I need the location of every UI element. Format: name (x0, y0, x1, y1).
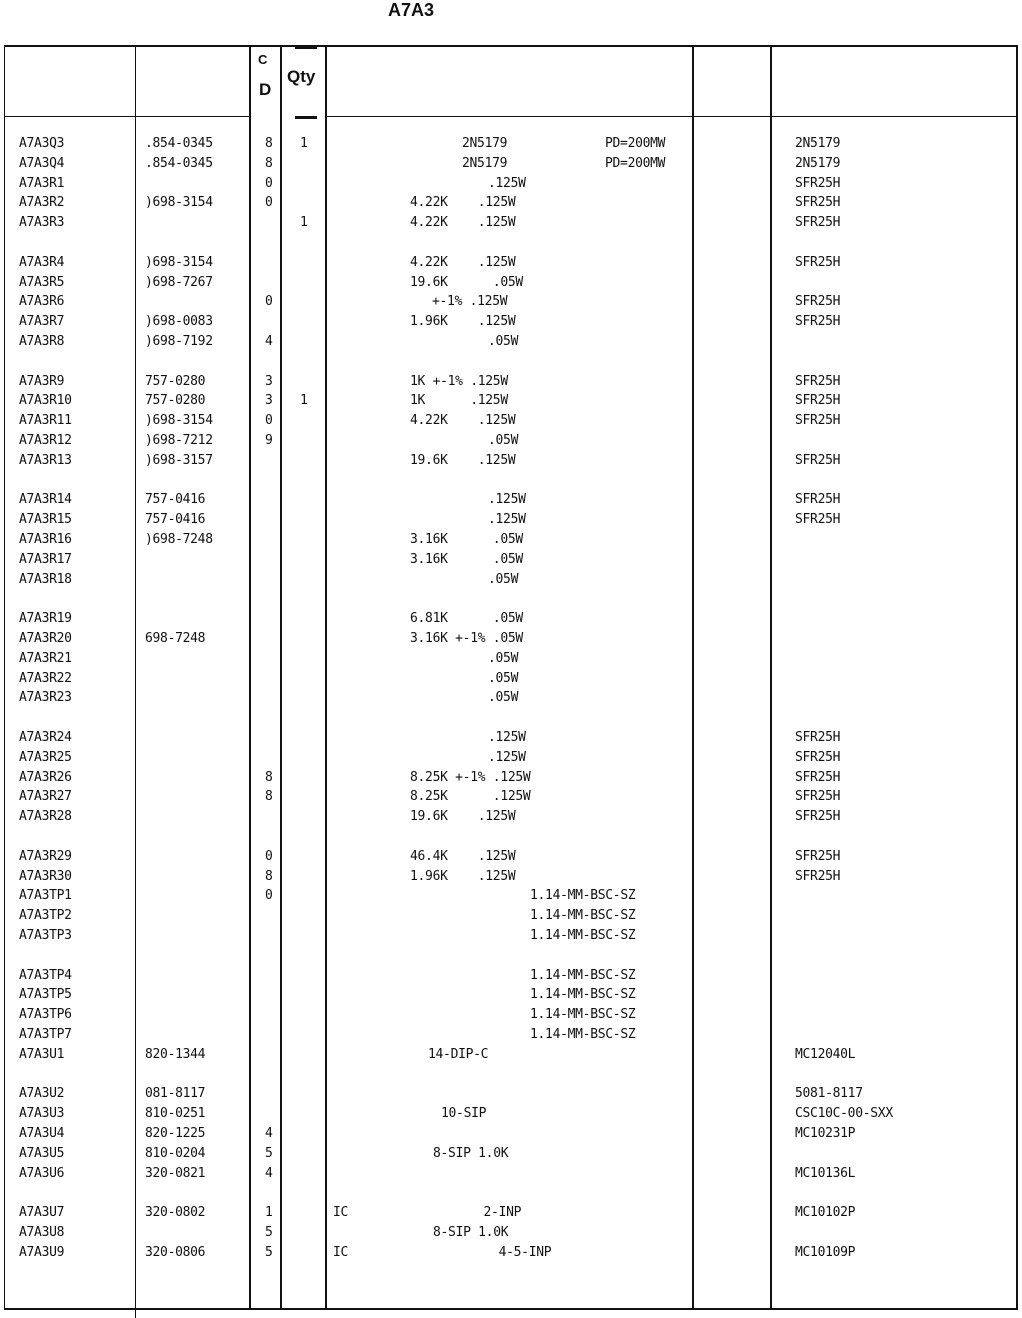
row-part: 320-0802 (145, 1205, 206, 1221)
row-cd: 8 (265, 769, 273, 785)
page-title: A7A3 (388, 0, 435, 20)
row-desc: 1.14-MM-BSC-SZ (530, 967, 636, 983)
row-mfr: SFR25H (795, 195, 841, 211)
row-ref: A7A3R24 (19, 730, 72, 745)
row-desc: 3.16K +-1% .05W (410, 631, 523, 646)
column-divider (280, 45, 282, 1310)
row-part: 810-0204 (145, 1145, 206, 1161)
row-cd: 3 (265, 393, 273, 409)
row-desc: 14-DIP-C (428, 1046, 489, 1062)
row-ref: A7A3U8 (19, 1225, 65, 1240)
row-desc: 1.14-MM-BSC-SZ (530, 908, 636, 924)
column-divider (770, 45, 772, 1310)
row-mfr: 2N5179 (795, 136, 841, 151)
row-cd: 4 (265, 334, 273, 349)
row-mfr: SFR25H (795, 314, 841, 330)
row-part: )698-7248 (145, 532, 213, 547)
row-qty: 1 (300, 215, 308, 231)
row-desc2: PD=200MW (605, 155, 666, 171)
row-desc: .05W (488, 670, 519, 686)
row-mfr: SFR25H (795, 789, 841, 805)
row-mfr: SFR25H (795, 868, 841, 884)
row-ref: A7A3R20 (19, 631, 72, 646)
row-ref: A7A3R13 (19, 452, 72, 468)
row-cd: 5 (265, 1145, 273, 1161)
row-desc: 1.14-MM-BSC-SZ (530, 888, 636, 904)
row-cd: 8 (265, 136, 273, 151)
row-desc: 6.81K .05W (410, 611, 523, 627)
row-desc: .125W (488, 492, 526, 508)
row-ref: A7A3U6 (19, 1165, 65, 1181)
row-desc: .05W (488, 690, 519, 706)
row-ref: A7A3U9 (19, 1244, 65, 1260)
row-ref: A7A3R15 (19, 512, 72, 528)
row-desc: 19.6K .125W (410, 452, 516, 468)
row-ref: A7A3R17 (19, 551, 72, 567)
row-mfr: MC10136L (795, 1165, 856, 1181)
row-ref: A7A3R4 (19, 254, 65, 270)
row-cd: 0 (265, 294, 273, 310)
row-desc: 2N5179 (462, 136, 508, 151)
row-ref: A7A3TP3 (19, 928, 72, 943)
row-part: )698-7212 (145, 433, 213, 448)
row-ref: A7A3R7 (19, 314, 65, 330)
qty-header: Qty (287, 67, 316, 86)
column-divider (1016, 45, 1018, 1310)
row-desc: .05W (488, 571, 519, 587)
row-mfr: SFR25H (795, 749, 841, 765)
row-desc: .05W (488, 433, 519, 448)
row-mfr: 2N5179 (795, 155, 841, 171)
table-top-border (4, 45, 1018, 47)
row-desc: .125W (488, 512, 526, 528)
column-divider (249, 45, 251, 1310)
row-desc: .05W (488, 334, 519, 349)
row-desc: IC 2-INP (333, 1205, 522, 1221)
row-part: 820-1344 (145, 1046, 206, 1062)
row-desc: .125W (488, 749, 526, 765)
row-part: 698-7248 (145, 631, 206, 646)
row-desc: 19.6K .125W (410, 809, 516, 825)
row-qty: 1 (300, 393, 308, 409)
row-desc: 1.14-MM-BSC-SZ (530, 1027, 636, 1042)
row-ref: A7A3R12 (19, 433, 72, 448)
row-desc: 2N5179 (462, 155, 508, 171)
row-part: )698-7267 (145, 274, 213, 290)
row-desc: 8.25K +-1% .125W (410, 769, 531, 785)
row-desc: 1.14-MM-BSC-SZ (530, 987, 636, 1003)
row-desc: 1K +-1% .125W (410, 373, 508, 389)
row-cd: 0 (265, 175, 273, 191)
row-ref: A7A3U1 (19, 1046, 65, 1062)
row-mfr: 5081-8117 (795, 1086, 863, 1102)
row-ref: A7A3R18 (19, 571, 72, 587)
row-cd: 3 (265, 373, 273, 389)
row-ref: A7A3U5 (19, 1145, 65, 1161)
row-ref: A7A3TP7 (19, 1027, 72, 1042)
row-part: 810-0251 (145, 1106, 206, 1122)
qty-header-tick (295, 116, 317, 119)
row-ref: A7A3TP4 (19, 967, 72, 983)
row-desc: 19.6K .05W (410, 274, 523, 290)
row-part: )698-3154 (145, 413, 213, 429)
row-mfr: SFR25H (795, 254, 841, 270)
row-part: 320-0806 (145, 1244, 206, 1260)
row-part: .854-0345 (145, 155, 213, 171)
row-mfr: SFR25H (795, 848, 841, 864)
row-cd: 0 (265, 195, 273, 211)
row-ref: A7A3R25 (19, 749, 72, 765)
row-ref: A7A3R5 (19, 274, 65, 290)
row-mfr: SFR25H (795, 730, 841, 745)
row-part: )698-3157 (145, 452, 213, 468)
row-ref: A7A3R21 (19, 650, 72, 666)
row-part: )698-3154 (145, 254, 213, 270)
header-divider (4, 116, 250, 117)
row-ref: A7A3R1 (19, 175, 65, 191)
row-mfr: SFR25H (795, 175, 841, 191)
row-desc: 4.22K .125W (410, 215, 516, 231)
row-ref: A7A3R16 (19, 532, 72, 547)
row-mfr: SFR25H (795, 512, 841, 528)
row-ref: A7A3R28 (19, 809, 72, 825)
row-qty: 1 (300, 136, 308, 151)
row-mfr: SFR25H (795, 215, 841, 231)
row-ref: A7A3Q4 (19, 155, 65, 171)
row-desc: 1.96K .125W (410, 314, 516, 330)
row-desc: 4.22K .125W (410, 254, 516, 270)
row-desc: .05W (488, 650, 519, 666)
row-ref: A7A3U2 (19, 1086, 65, 1102)
row-part: )698-3154 (145, 195, 213, 211)
row-ref: A7A3R22 (19, 670, 72, 686)
row-ref: A7A3R14 (19, 492, 72, 508)
row-desc: 8.25K .125W (410, 789, 531, 805)
row-mfr: SFR25H (795, 393, 841, 409)
row-desc: .125W (488, 175, 526, 191)
row-ref: A7A3R23 (19, 690, 72, 706)
row-ref: A7A3R8 (19, 334, 65, 349)
row-part: )698-0083 (145, 314, 213, 330)
cd-header: D (259, 80, 272, 99)
row-desc: 10-SIP (441, 1106, 487, 1122)
row-part: 757-0280 (145, 373, 206, 389)
row-desc: .125W (488, 730, 526, 745)
row-part: 757-0280 (145, 393, 206, 409)
cd-header-top: C (258, 52, 268, 67)
row-mfr: CSC10C-00-SXX (795, 1106, 893, 1122)
row-ref: A7A3R6 (19, 294, 65, 310)
row-mfr: SFR25H (795, 294, 841, 310)
row-desc: 8-SIP 1.0K (433, 1225, 509, 1240)
row-ref: A7A3R3 (19, 215, 65, 231)
row-ref: A7A3R26 (19, 769, 72, 785)
row-ref: A7A3R27 (19, 789, 72, 805)
row-ref: A7A3R19 (19, 611, 72, 627)
column-divider (325, 45, 327, 1310)
row-part: 757-0416 (145, 492, 206, 508)
row-mfr: SFR25H (795, 769, 841, 785)
row-desc: 46.4K .125W (410, 848, 516, 864)
row-cd: 1 (265, 1205, 273, 1221)
row-desc: 8-SIP 1.0K (433, 1145, 509, 1161)
row-mfr: SFR25H (795, 452, 841, 468)
row-cd: 0 (265, 848, 273, 864)
qty-header-tick (295, 46, 317, 49)
row-ref: A7A3R10 (19, 393, 72, 409)
row-cd: 4 (265, 1165, 273, 1181)
row-cd: 5 (265, 1244, 273, 1260)
row-mfr: SFR25H (795, 373, 841, 389)
row-ref: A7A3U7 (19, 1205, 65, 1221)
row-cd: 8 (265, 868, 273, 884)
row-desc: IC 4-5-INP (333, 1244, 552, 1260)
row-ref: A7A3TP1 (19, 888, 72, 904)
row-desc: 4.22K .125W (410, 413, 516, 429)
row-part: )698-7192 (145, 334, 213, 349)
row-mfr: MC10102P (795, 1205, 856, 1221)
row-part: .854-0345 (145, 136, 213, 151)
row-desc2: PD=200MW (605, 136, 666, 151)
row-cd: 0 (265, 888, 273, 904)
row-desc: 1.14-MM-BSC-SZ (530, 1007, 636, 1023)
header-divider (326, 116, 1018, 117)
row-cd: 0 (265, 413, 273, 429)
row-ref: A7A3Q3 (19, 136, 65, 151)
row-cd: 9 (265, 433, 273, 448)
row-mfr: MC10109P (795, 1244, 856, 1260)
row-ref: A7A3R11 (19, 413, 72, 429)
row-mfr: SFR25H (795, 413, 841, 429)
row-desc: 3.16K .05W (410, 532, 523, 547)
row-ref: A7A3TP2 (19, 908, 72, 924)
row-mfr: SFR25H (795, 809, 841, 825)
row-part: 820-1225 (145, 1126, 206, 1141)
row-part: 757-0416 (145, 512, 206, 528)
row-part: 320-0821 (145, 1165, 206, 1181)
row-cd: 8 (265, 789, 273, 805)
column-divider (135, 45, 136, 1318)
row-ref: A7A3U4 (19, 1126, 65, 1141)
row-ref: A7A3R29 (19, 848, 72, 864)
row-desc: 4.22K .125W (410, 195, 516, 211)
row-desc: 1.14-MM-BSC-SZ (530, 928, 636, 943)
row-mfr: MC12040L (795, 1046, 856, 1062)
column-divider (4, 45, 5, 1310)
row-cd: 5 (265, 1225, 273, 1240)
column-divider (692, 45, 694, 1310)
row-ref: A7A3R2 (19, 195, 65, 211)
row-ref: A7A3TP5 (19, 987, 72, 1003)
row-desc: 3.16K .05W (410, 551, 523, 567)
row-ref: A7A3R9 (19, 373, 65, 389)
table-bottom-border (4, 1308, 1018, 1310)
row-desc: 1.96K .125W (410, 868, 516, 884)
row-ref: A7A3R30 (19, 868, 72, 884)
row-cd: 8 (265, 155, 273, 171)
row-desc: +-1% .125W (432, 294, 508, 310)
row-mfr: SFR25H (795, 492, 841, 508)
row-cd: 4 (265, 1126, 273, 1141)
row-part: 081-8117 (145, 1086, 206, 1102)
row-ref: A7A3U3 (19, 1106, 65, 1122)
row-ref: A7A3TP6 (19, 1007, 72, 1023)
row-desc: 1K .125W (410, 393, 508, 409)
row-mfr: MC10231P (795, 1126, 856, 1141)
